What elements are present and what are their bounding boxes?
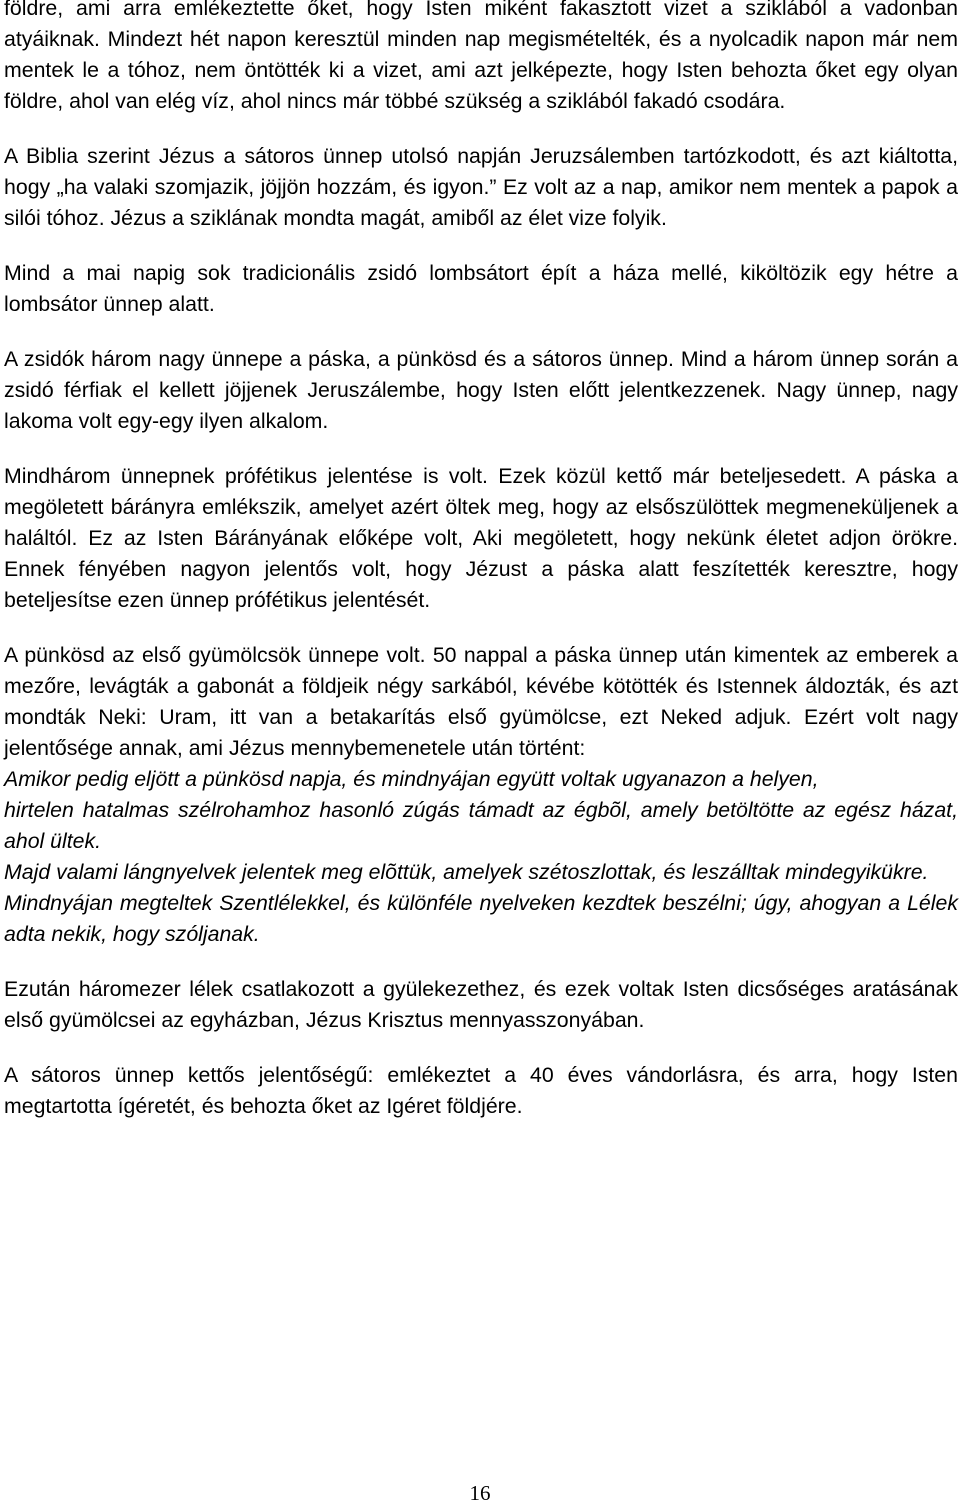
paragraph-water-ritual: földre, ami arra emlékeztette őket, hogy Isten miként fakasztott vizet a sziklából a vadonban atyáiknak. Mindezt hét napon keresztül minden nap megismételték, és a nyolcadik napon már nem mentek le a tóhoz, nem öntötték ki a vizet, ami azt jelképezte, hogy Isten behozta őket egy olyan földre, ahol van elég víz, ahol nincs már többé szükség a sziklából fakadó csodára.	[4, 0, 958, 113]
paragraph-three-feasts: A zsidók három nagy ünnepe a páska, a pünkösd és a sátoros ünnep. Mind a három ünnep során a zsidó férfiak el kellett jöjjenek Jeruszálembe, hogy Isten előtt jelentkezzenek. Nagy ünnep, nagy lakoma volt egy-egy ilyen alkalom.	[4, 347, 958, 433]
page-number: 16	[469, 1481, 491, 1505]
scripture-quote-3: Majd valami lángnyelvek jelentek meg elõttük, amelyek szétoszlottak, és leszálltak mindegyikükre.	[4, 860, 929, 884]
scripture-quote-1: Amikor pedig eljött a pünkösd napja, és mindnyájan együtt voltak ugyanazon a helyen,	[4, 767, 819, 791]
paragraph-tabernacles: A sátoros ünnep kettős jelentőségű: emlékeztet a 40 éves vándorlásra, és arra, hogy Isten megtartotta ígéretét, és behozta őket az Igéret földjére.	[4, 1063, 958, 1118]
document-page	[4, 0, 958, 1122]
paragraph-jesus-feast: A Biblia szerint Jézus a sátoros ünnep utolsó napján Jeruzsálemben tartózkodott, és azt kiáltotta, hogy „ha valaki szomjazik, jöjjön hozzám, és igyon.” Ez volt az a nap, amikor nem mentek a papok a silói tóhoz. Jézus a sziklának mondta magát, amiből az élet vize folyik.	[4, 144, 958, 230]
paragraph-prophetic-meaning: Mindhárom ünnepnek prófétikus jelentése is volt. Ezek közül kettő már beteljesedett. A páska a megöletett bárányra emlékszik, amelyet azért öltek meg, hogy az elsőszülöttek megmeneküljenek a haláltól. Ez az Isten Bárányának előképe volt, Aki megöletett, hogy nekünk életet adjon örökre. Ennek fényében nagyon jelentős volt, hogy Jézust a páska alatt feszítették keresztre, hogy beteljesítse ezen ünnep prófétikus jelentését.	[4, 464, 958, 612]
paragraph-pentecost: A pünkösd az első gyümölcsök ünnepe volt. 50 nappal a páska ünnep után kimentek az emberek a mezőre, levágták a gabonát a földjeik négy sarkából, kévébe kötötték és Istennek áldozták, és azt mondták Neki: Uram, itt van a betakarítás első gyümölcse, ezt Neked adjuk. Ezért volt nagy jelentősége annak, ami Jézus mennybemenetele után történt:	[4, 643, 958, 760]
paragraph-three-thousand: Ezután háromezer lélek csatlakozott a gyülekezethez, és ezek voltak Isten dicsőséges aratásának első gyümölcsei az egyházban, Jézus Krisztus mennyasszonyában.	[4, 977, 958, 1032]
scripture-quote-4: Mindnyájan megteltek Szentlélekkel, és különféle nyelveken kezdtek beszélni; úgy, ahogyan a Lélek adta nekik, hogy szóljanak.	[4, 891, 958, 946]
paragraph-tradition: Mind a mai napig sok tradicionális zsidó lombsátort épít a háza mellé, kiköltözik egy hétre a lombsátor ünnep alatt.	[4, 261, 958, 316]
scripture-quote-2: hirtelen hatalmas szélrohamhoz hasonló zúgás támadt az égbõl, amely betöltötte az egész házat, ahol ültek.	[4, 798, 958, 853]
